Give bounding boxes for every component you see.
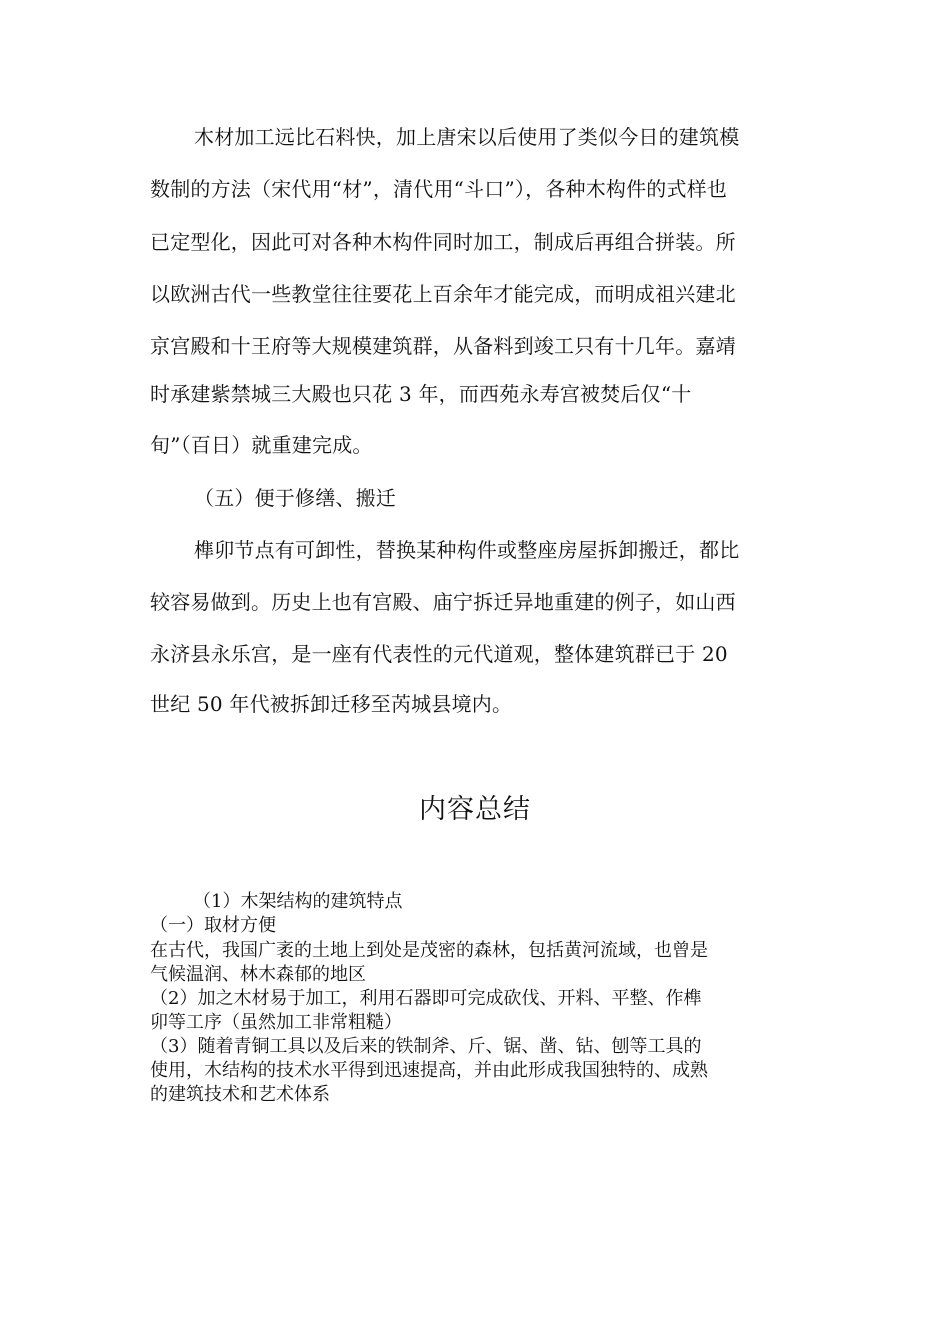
summary-line: 卯等工序（虽然加工非常粗糙） (150, 1012, 402, 1033)
summary-line: （2）加之木材易于加工，利用石器即可完成砍伐、开料、平整、作榫 (150, 988, 702, 1009)
section-heading: （五）便于修缮、搬迁 (194, 486, 396, 510)
summary-title: 内容总结 (419, 794, 531, 825)
body-line: 京宫殿和十王府等大规模建筑群，从备料到竣工只有十几年。嘉靖 (150, 334, 736, 358)
body-line: 旬”（百日）就重建完成。 (150, 433, 373, 457)
body-line: 以欧洲古代一些教堂往往要花上百余年才能完成，而明成祖兴建北 (150, 282, 736, 306)
body-line: 世纪 50 年代被拆卸迁移至芮城县境内。 (150, 692, 513, 716)
summary-line: 气候温润、林木森郁的地区 (150, 964, 366, 985)
body-line: 木材加工远比石料快，加上唐宋以后使用了类似今日的建筑模 (194, 125, 740, 149)
summary-line: （3）随着青铜工具以及后来的铁制斧、斤、锯、凿、钻、刨等工具的 (150, 1036, 702, 1057)
summary-line: （一）取材方便 (150, 915, 276, 936)
summary-line: 在古代，我国广袤的土地上到处是茂密的森林，包括黄河流域，也曾是 (150, 940, 708, 961)
body-line: 数制的方法（宋代用“材”，清代用“斗口”），各种木构件的式样也 (150, 177, 728, 201)
body-line: 榫卯节点有可卸性，替换某种构件或整座房屋拆卸搬迁，都比 (194, 538, 740, 562)
body-line: 已定型化，因此可对各种木构件同时加工，制成后再组合拼装。所 (150, 230, 736, 254)
summary-line: 使用，木结构的技术水平得到迅速提高，并由此形成我国独特的、成熟 (150, 1060, 708, 1081)
summary-line: 的建筑技术和艺术体系 (150, 1084, 330, 1105)
body-line: 时承建紫禁城三大殿也只花 3 年，而西苑永寿宫被焚后仅“十 (150, 382, 692, 406)
body-line: 永济县永乐宫，是一座有代表性的元代道观，整体建筑群已于 20 (150, 642, 728, 666)
summary-line: （1）木架结构的建筑特点 (193, 891, 403, 912)
body-line: 较容易做到。历史上也有宫殿、庙宁拆迁异地重建的例子，如山西 (150, 590, 736, 614)
